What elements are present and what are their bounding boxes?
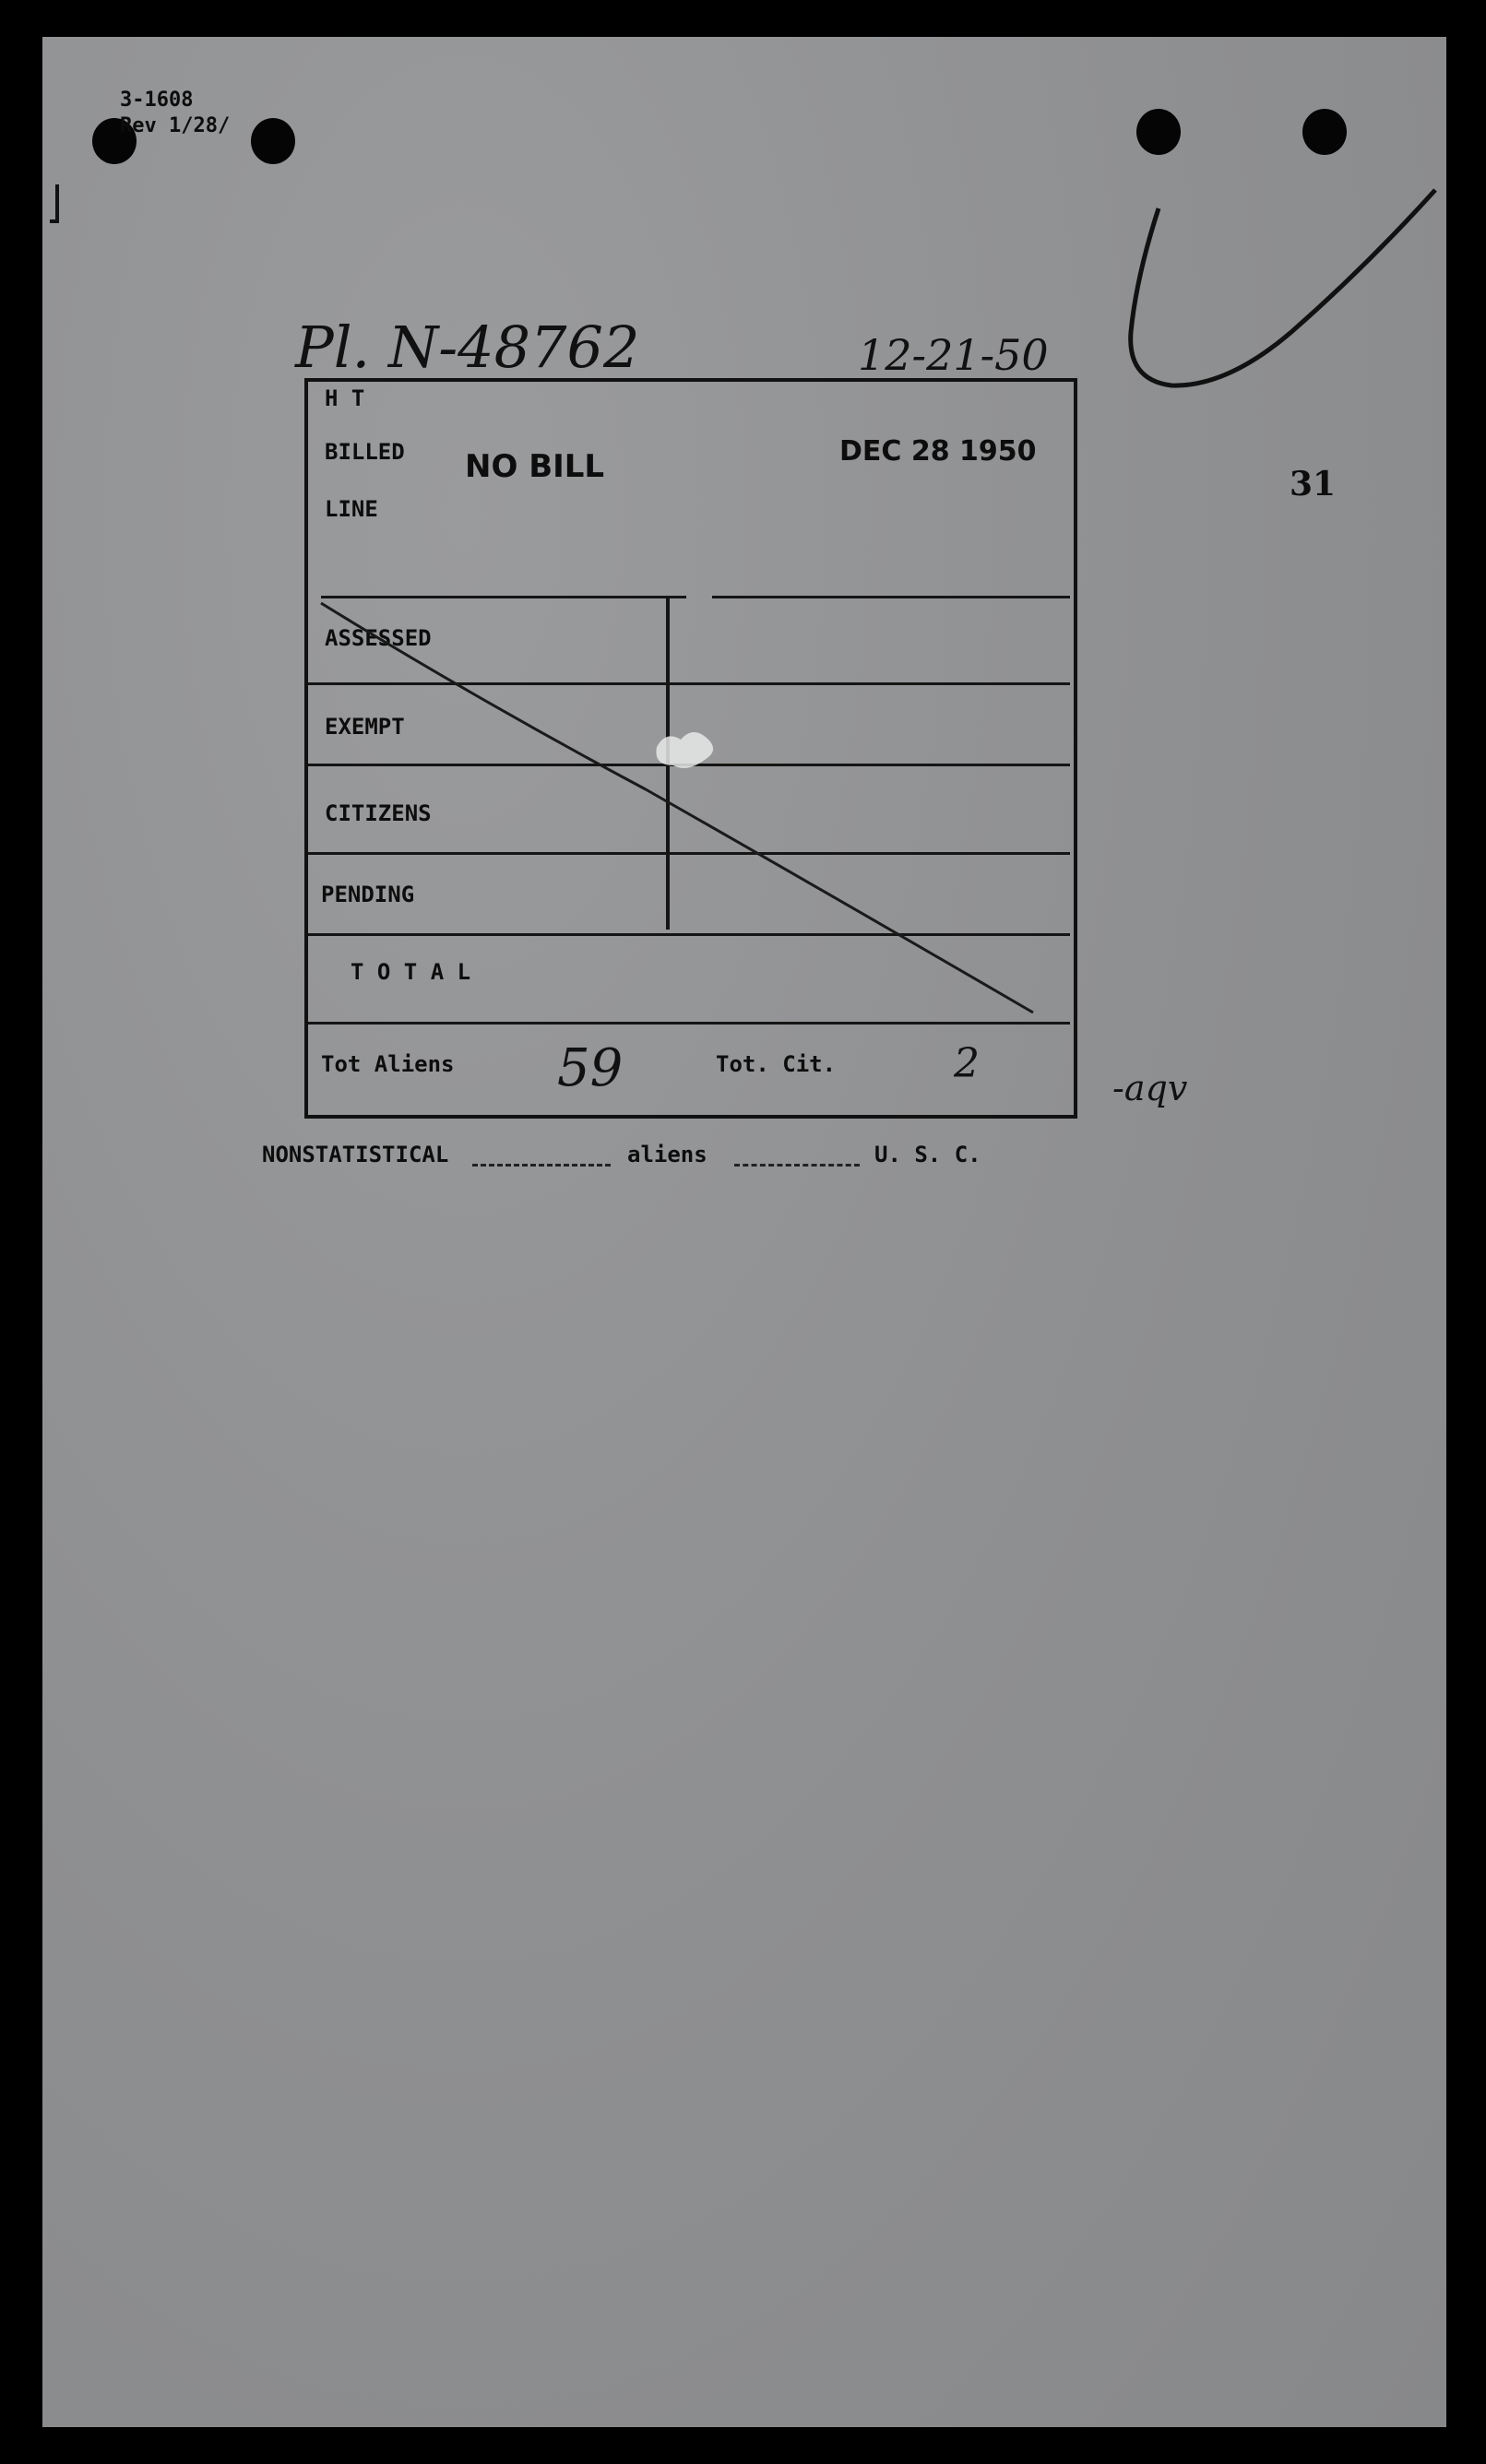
line-label: LINE bbox=[325, 496, 378, 522]
billed-label: BILLED bbox=[325, 439, 405, 465]
nonstatistical-blank bbox=[472, 1164, 611, 1167]
tot-aliens-label: Tot Aliens bbox=[321, 1051, 455, 1077]
handwritten-initials: -aqv bbox=[1112, 1068, 1188, 1108]
page-number: 31 bbox=[1290, 465, 1337, 503]
date-stamp: DEC 28 1950 bbox=[839, 435, 1037, 468]
billed-stamp: NO BILL bbox=[465, 448, 605, 485]
grid-line-5 bbox=[308, 1022, 1070, 1025]
tot-aliens-value: 59 bbox=[557, 1038, 624, 1098]
total-label: T O T A L bbox=[351, 959, 471, 985]
category-pending: PENDING bbox=[321, 882, 415, 907]
tot-cit-label: Tot. Cit. bbox=[716, 1051, 837, 1077]
form-revision: Rev 1/28/ bbox=[120, 114, 231, 137]
usc-label: U. S. C. bbox=[874, 1142, 981, 1167]
grid-divider bbox=[666, 596, 670, 930]
punch-hole-left-2 bbox=[251, 118, 295, 164]
statistics-form-box bbox=[304, 378, 1077, 1119]
grid-line-top-right bbox=[712, 596, 1070, 598]
category-citizens: CITIZENS bbox=[325, 800, 432, 826]
grid-line-2 bbox=[308, 764, 1070, 766]
nonstatistical-label: NONSTATISTICAL bbox=[262, 1142, 449, 1167]
category-exempt: EXEMPT bbox=[325, 714, 405, 740]
grid-line-top-left bbox=[321, 596, 686, 598]
form-number: 3-1608 bbox=[120, 89, 194, 112]
aliens-label: aliens bbox=[627, 1142, 707, 1167]
grid-line-4 bbox=[308, 933, 1070, 936]
punch-hole-right-1 bbox=[1136, 109, 1181, 155]
grid-line-1 bbox=[308, 682, 1070, 685]
handwritten-date: 12-21-50 bbox=[858, 330, 1049, 380]
handwritten-file-number: Pl. N-48762 bbox=[295, 314, 640, 381]
tot-cit-value: 2 bbox=[954, 1040, 980, 1087]
ht-label: H T bbox=[325, 385, 365, 411]
aliens-blank bbox=[734, 1164, 860, 1167]
grid-line-3 bbox=[308, 852, 1070, 855]
punch-hole-right-2 bbox=[1302, 109, 1347, 155]
category-assessed: ASSESSED bbox=[325, 625, 432, 651]
